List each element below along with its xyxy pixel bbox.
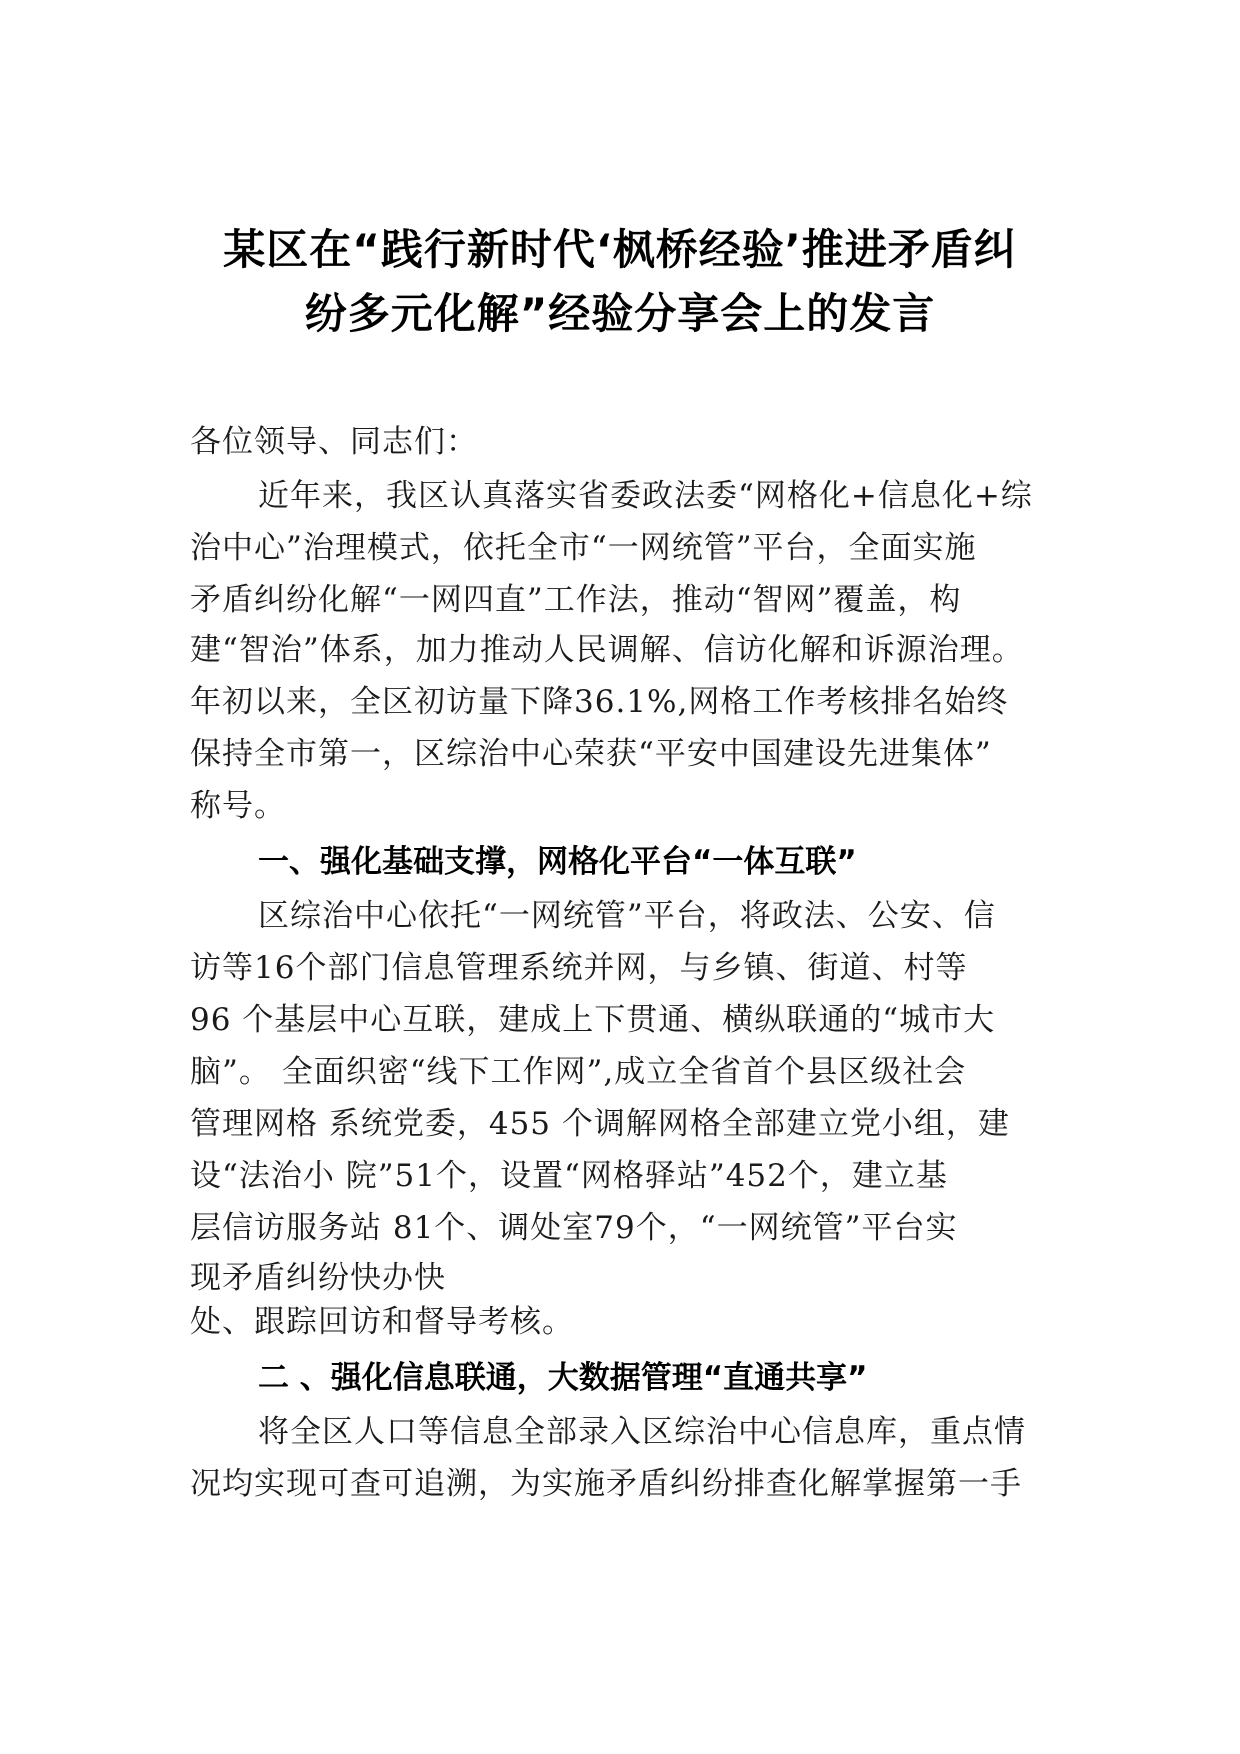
intro-line: 年初以来，全区初访量下降36.1%,网格工作考核排名始终 — [190, 684, 1009, 720]
section-heading-1: 一、强化基础支撑，网格化平台“一体互联” — [258, 844, 857, 880]
section2-line: 将全区人口等信息全部录入区综治中心信息库，重点情 — [258, 1414, 1026, 1450]
intro-line: 保持全市第一，区综治中心荣获“平安中国建设先进集体” — [190, 736, 992, 772]
intro-line: 治中心”治理模式，依托全市“一网统管”平台，全面实施 — [190, 530, 977, 566]
section1-line: 管理网格 系统党委，455 个调解网格全部建立党小组，建 — [190, 1106, 1010, 1142]
greeting: 各位领导、同志们： — [190, 424, 478, 460]
section2-line: 况均实现可查可追溯，为实施矛盾纠纷排查化解掌握第一手 — [190, 1466, 1022, 1502]
section1-line: 设“法治小 院”51个，设置“网格驿站”452个，建立基 — [190, 1158, 948, 1194]
document-title-line-2: 纷多元化解”经验分享会上的发言 — [304, 289, 936, 338]
section1-line: 现矛盾纠纷快办快 — [190, 1260, 446, 1296]
intro-line: 称号。 — [190, 788, 286, 824]
section1-line: 区综治中心依托“一网统管”平台，将政法、公安、信 — [258, 898, 996, 934]
section1-line: 访等16个部门信息管理系统并网，与乡镇、街道、村等 — [190, 950, 968, 986]
section-heading-2: 二 、强化信息联通，大数据管理“直通共享” — [258, 1360, 868, 1396]
section1-line: 脑”。 全面织密“线下工作网”,成立全省首个县区级社会 — [190, 1054, 967, 1090]
section1-line: 96 个基层中心互联，建成上下贯通、横纵联通的“城市大 — [190, 1002, 996, 1038]
intro-line: 矛盾纠纷化解“一网四直”工作法，推动“智网”覆盖，构 — [190, 582, 962, 618]
intro-line: 近年来，我区认真落实省委政法委“网格化+信息化+综 — [258, 478, 1033, 514]
intro-line: 建“智治”体系，加力推动人民调解、信访化解和诉源治理。 — [190, 632, 1024, 668]
section1-line: 处、跟踪回访和督导考核。 — [190, 1304, 574, 1340]
section1-line: 层信访服务站 81个、调处室79个，“一网统管”平台实 — [190, 1210, 958, 1246]
document-title-line-1: 某区在“践行新时代‘枫桥经验’推进矛盾纠 — [223, 225, 1017, 274]
